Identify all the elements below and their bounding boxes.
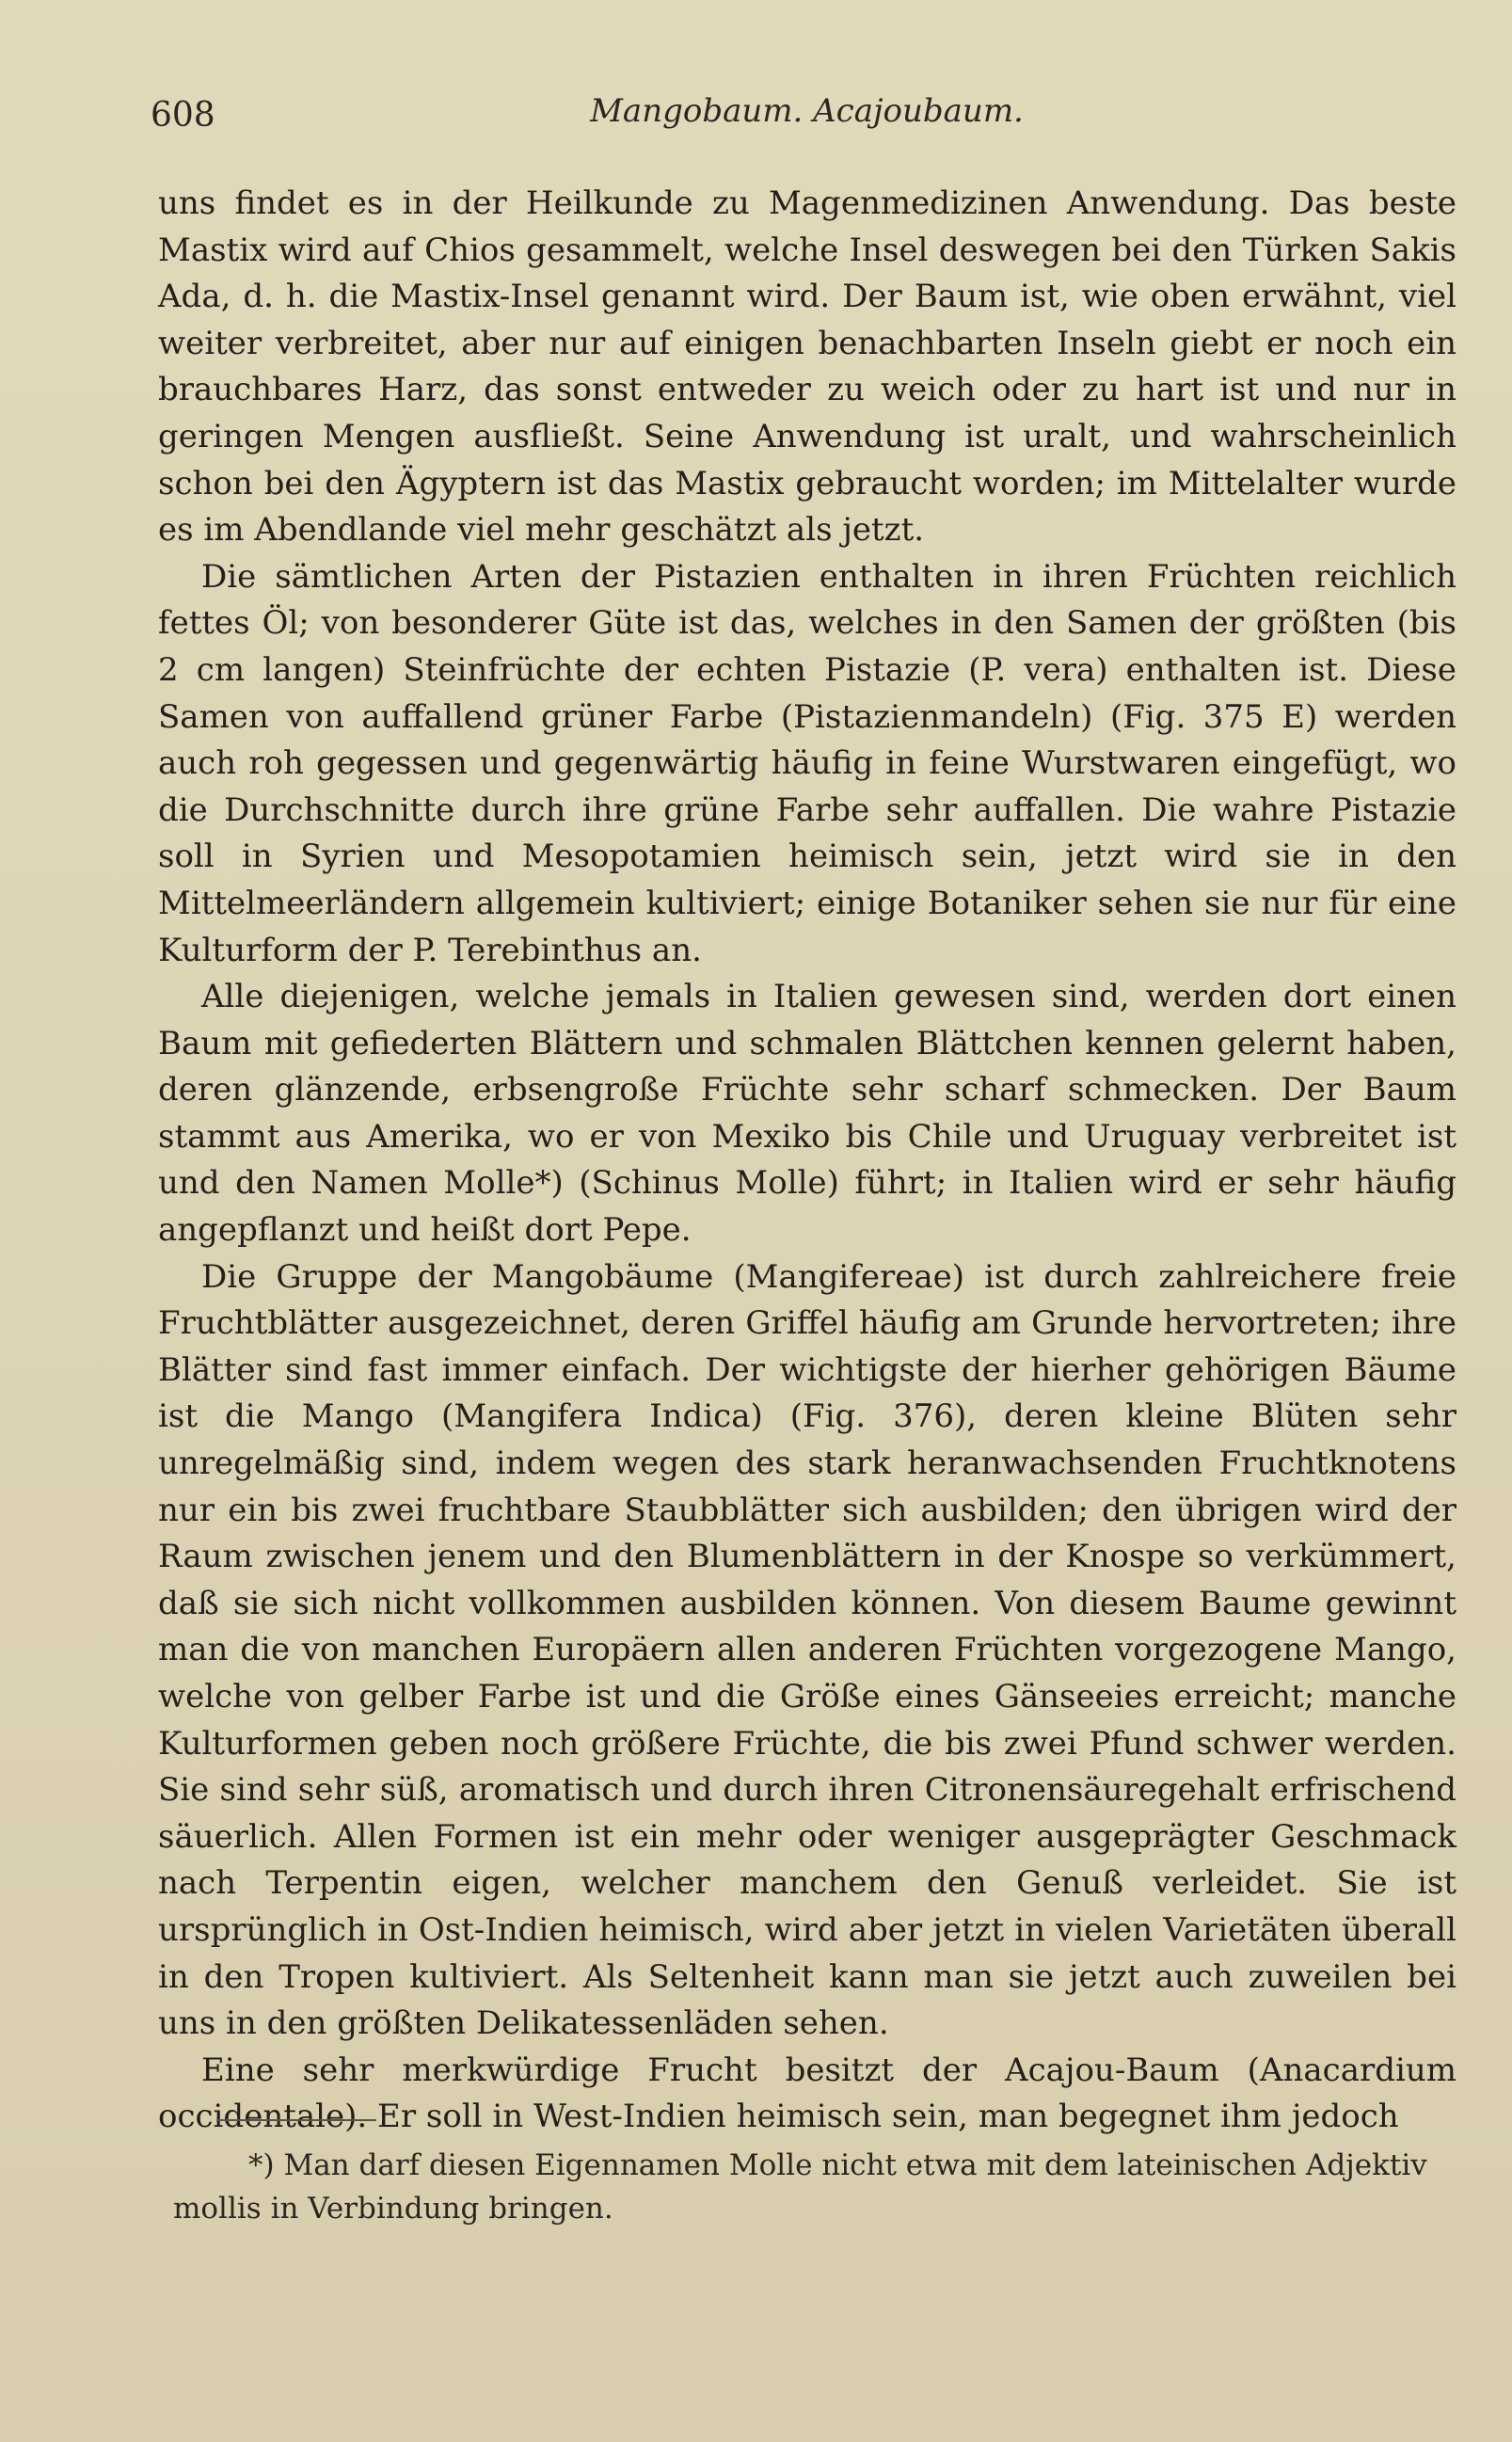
footnote-divider [216, 2119, 376, 2121]
paragraph-mastix: uns findet es in der Heilkunde zu Magenmedizinen Anwendung. Das beste Mastix wird auf Chios gesammelt, welche Insel deswegen bei den Türken Sakis Ada, d. h. die Mastix-Insel genannt wird. Der Baum ist, wie oben erwähnt, viel weiter verbreitet, aber nur auf einigen benachbarten Inseln giebt er noch ein brauchbares Harz, das sonst entweder zu weich oder zu hart ist und nur in geringen Mengen ausfließt. Seine Anwendung ist uralt, und wahrscheinlich schon bei den Ägyptern ist das Mastix gebraucht worden; im Mittelalter wurde es im Abendlande viel mehr geschätzt als jetzt. [158, 184, 1456, 550]
paragraph-molle: Alle diejenigen, welche jemals in Italien gewesen sind, werden dort einen Baum mit gefiederten Blättern und schmalen Blättchen kennen gelernt haben, deren glänzende, erbsengroße Früchte sehr scharf schmecken. Der Baum stammt aus Amerika, wo er von Mexiko bis Chile und Uruguay verbreitet ist und den Namen Molle*) (Schinus Molle) führt; in Italien wird er sehr häufig angepflanzt und heißt dort Pepe. [158, 978, 1456, 1250]
running-head: Mangobaum. Acajoubaum. [590, 92, 1024, 130]
paragraph-mangobaeume: Die Gruppe der Mangobäume (Mangifereae) ist durch zahlreichere freie Fruchtblätter ausgezeichnet, deren Griffel häufig am Grunde hervortreten; ihre Blätter sind fast immer einfach. Der wichtigste der hierher gehörigen Bäume ist die Mango (Mangifera Indica) (Fig. 376), deren kleine Blüten sehr unregelmäßig sind, indem wegen des stark heranwachsenden Fruchtknotens nur ein bis zwei fruchtbare Staubblätter sich ausbilden; den übrigen wird der Raum zwischen jenem und den Blumenblättern in der Knospe so verkümmert, daß sie sich nicht vollkommen ausbilden können. Von diesem Baume gewinnt man die von manchen Europäern allen anderen Früchten vorgezogene Mango, welche von gelber Farbe ist und die Größe eines Gänseeies erreicht; manche Kulturformen geben noch größere Früchte, die bis zwei Pfund schwer werden. Sie sind sehr süß, aromatisch und durch ihren Citronensäuregehalt erfrischend säuerlich. Allen Formen ist ein mehr oder weniger ausgeprägter Geschmack nach Terpentin eigen, welcher manchem den Genuß verleidet. Sie ist ursprünglich in Ost-Indien heimisch, wird aber jetzt in vielen Varietäten überall in den Tropen kultiviert. Als Seltenheit kann man sie jetzt auch zuweilen bei uns in den größten Delikatessenläden sehen. [158, 1257, 1456, 2043]
page-number: 608 [151, 96, 215, 135]
paragraph-acajou: Eine sehr merkwürdige Frucht besitzt der Acajou-Baum (Anacardium occidentale). Er soll in West-Indien heimisch sein, man begegnet ihm jedoch [158, 2051, 1456, 2136]
page-header [151, 90, 1463, 147]
body-text [158, 181, 1456, 2141]
footnote: *) Man darf diesen Eigennamen Molle nicht etwa mit dem lateinischen Adjektiv mollis in Verbindung bringen. [173, 2148, 1427, 2226]
paragraph-pistazien: Die sämtlichen Arten der Pistazien enthalten in ihren Früchten reichlich fettes Öl; von besonderer Güte ist das, welches in den Samen der größten (bis 2 cm langen) Steinfrüchte der echten Pistazie (P. vera) enthalten ist. Diese Samen von auffallend grüner Farbe (Pistazienmandeln) (Fig. 375 E) werden auch roh gegessen und gegenwärtig häufig in feine Wurstwaren eingefügt, wo die Durchschnitte durch ihre grüne Farbe sehr auffallen. Die wahre Pistazie soll in Syrien und Mesopotamien heimisch sein, jetzt wird sie in den Mittelmeerländern allgemein kultiviert; einige Botaniker sehen sie nur für eine Kulturform der P. Terebinthus an. [158, 557, 1456, 969]
